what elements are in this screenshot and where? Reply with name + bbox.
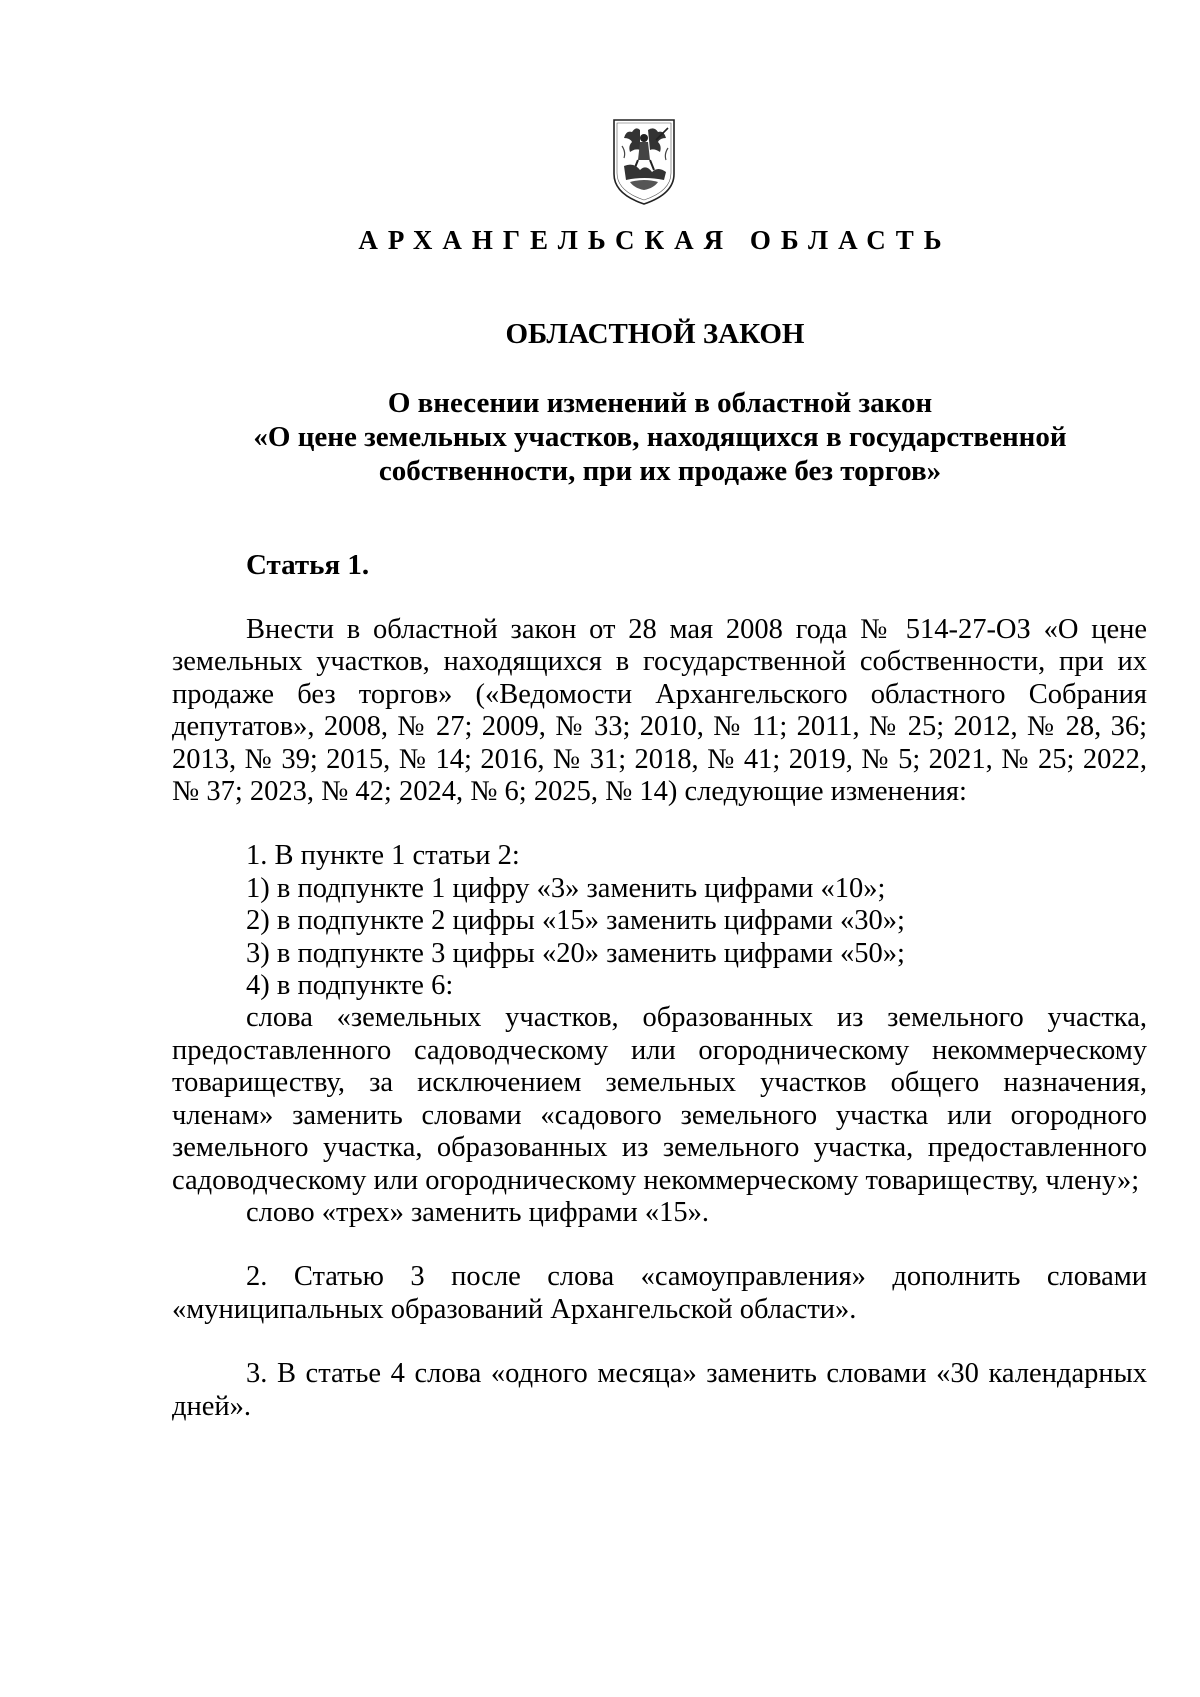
item-1-subitem-1: 1) в подпункте 1 цифру «3» заменить цифрами «10»;: [246, 872, 886, 904]
law-title-line: собственности, при их продаже без торгов»: [378, 455, 942, 487]
article-intro-paragraph: Внести в областной закон от 28 мая 2008 года № 514-27-ОЗ «О цене земельных участков, находящихся в государственной собственности, при их продаже без торгов» («Ведомости Архангельского областного Собрания депутатов», 2008, № 27; 2009, № 33; 2010, № 11; 2011, № 25; 2012, № 28, 36; 2013, № 39; 2015, № 14; 2016, № 31; 2018, № 41; 2019, № 5; 2021, № 25; 2022, № 37; 2023, № 42; 2024, № 6; 2025, № 14) следующие изменения:: [172, 614, 1147, 808]
arkhangelsk-coat-of-arms-icon: [610, 116, 678, 206]
item-3-paragraph: 3. В статье 4 слова «одного месяца» заменить словами «30 календарных дней».: [172, 1358, 1147, 1422]
region-name: АРХАНГЕЛЬСКАЯ ОБЛАСТЬ: [358, 225, 952, 255]
item-1-subitem-3: 3) в подпункте 3 цифры «20» заменить цифрами «50»;: [246, 937, 905, 969]
article-body: [172, 614, 1147, 1423]
item-1-subitem-2: 2) в подпункте 2 цифры «15» заменить цифрами «30»;: [246, 905, 905, 937]
law-type-title: ОБЛАСТНОЙ ЗАКОН: [505, 318, 805, 350]
law-title-line: «О цене земельных участков, находящихся в государственной: [253, 421, 1067, 453]
law-title-line: О внесении изменений в областной закон: [387, 387, 933, 419]
law-title: [170, 386, 1150, 488]
item-1-subitem-4: 4) в подпункте 6:: [246, 970, 454, 1002]
item-1-subitem-4-text-1: слова «земельных участков, образованных из земельного участка, предоставленного садоводческому или огородническому некоммерческому товариществу, за исключением земельных участков общего назначения, членам» заменить словами «садового земельного участка или огородного земельного участка, образованных из земельного участка, предоставленного садоводческому или огородническому некоммерческому товариществу, члену»;: [172, 1002, 1147, 1196]
item-2-paragraph: 2. Статью 3 после слова «самоуправления» дополнить словами «муниципальных образований Архангельской области».: [172, 1261, 1147, 1325]
item-1-subitem-4-text-2: слово «трех» заменить цифрами «15».: [246, 1196, 710, 1228]
item-1-lead: 1. В пункте 1 статьи 2:: [246, 840, 520, 872]
article-heading: Статья 1.: [246, 549, 370, 581]
